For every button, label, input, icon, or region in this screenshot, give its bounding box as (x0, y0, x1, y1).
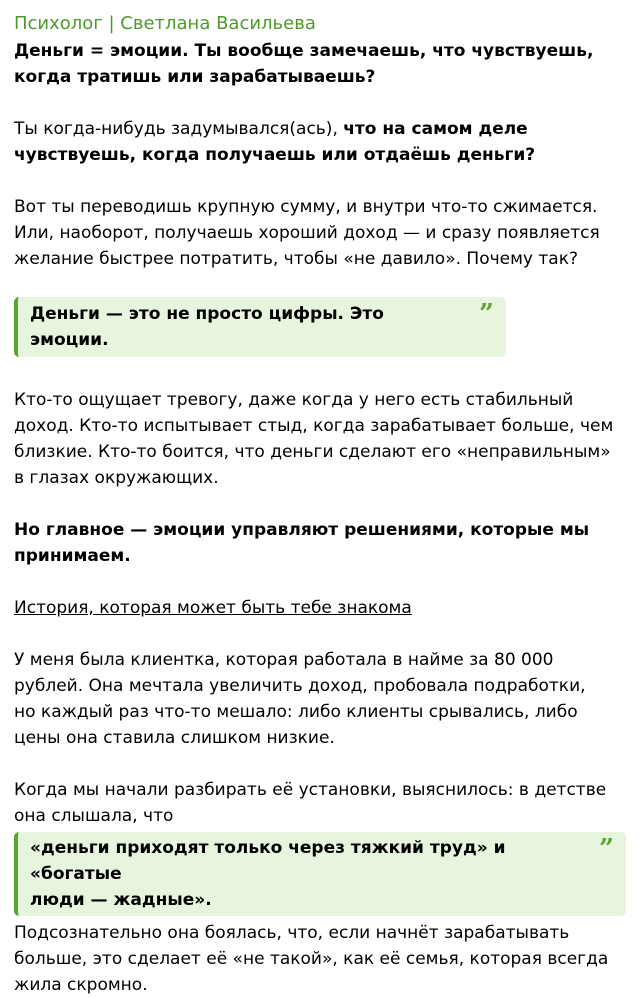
text-line: Ты когда-нибудь задумывался(ась), (14, 119, 344, 139)
blockquote (14, 297, 506, 357)
text-line: в глазах окружающих. (14, 468, 219, 488)
paragraph (14, 387, 628, 491)
text-line: Кто-то ощущает тревогу, даже когда у него есть стабильный (14, 390, 574, 410)
text-line: Подсознательно она боялась, что, если начнёт зарабатывать (14, 923, 570, 943)
text-line: Деньги = эмоции. Ты вообще замечаешь, что чувствуешь, (14, 41, 594, 61)
text-line: принимаем. (14, 546, 131, 566)
text-line: близкие. Кто-то боится, что деньги сделают его «неправильным» (14, 442, 611, 462)
text-line: когда тратишь или зарабатываешь? (14, 67, 376, 87)
text-line: Но главное — эмоции управляют решениями, которые мы (14, 520, 590, 540)
text-line: Вот ты переводишь крупную сумму, и внутри что-то сжимается. (14, 197, 598, 217)
text-line: она слышала, что (14, 806, 174, 826)
text-line: рублей. Она мечтала увеличить доход, пробовала подработки, (14, 676, 586, 696)
post-title (14, 38, 628, 90)
section-heading: История, которая может быть тебе знакома (14, 598, 412, 618)
text-line: жила скромно. (14, 975, 148, 995)
text-line: Или, наоборот, получаешь хороший доход — и сразу появляется (14, 223, 600, 243)
author-name-link[interactable]: Психолог | Светлана Васильева (14, 13, 316, 34)
quote-mark-icon: ” (599, 834, 614, 864)
bold-text: чувствуешь, когда получаешь или отдаёшь деньги? (14, 145, 536, 165)
bold-paragraph (14, 517, 628, 569)
text-line: но каждый раз что-то мешало: либо клиенты срывались, либо (14, 702, 578, 722)
text-line: доход. Кто-то испытывает стыд, когда зарабатывает больше, чем (14, 416, 614, 436)
text-line: У меня была клиентка, которая работала в найме за 80 000 (14, 650, 554, 670)
text-line: Когда мы начали разбирать её установки, выяснилось: в детстве (14, 780, 607, 800)
paragraph (14, 194, 628, 272)
paragraph (14, 647, 628, 751)
quote-text: люди — жадные». (30, 890, 212, 910)
blockquote (14, 832, 626, 916)
text-line: желание быстрее потратить, чтобы «не давило». Почему так? (14, 249, 578, 269)
bold-text: что на самом деле (343, 119, 528, 139)
text-line: больше, это сделает её «не такой», как её семья, которая всегда (14, 949, 609, 969)
quote-text: «деньги приходят только через тяжкий труд» и «богатые (30, 838, 506, 884)
quote-mark-icon: ” (479, 299, 494, 329)
text-line: цены она ставила слишком низкие. (14, 728, 335, 748)
intro-paragraph (14, 116, 628, 168)
paragraph (14, 777, 628, 829)
paragraph (14, 920, 628, 998)
quote-text: Деньги — это не просто цифры. Это эмоции. (30, 304, 384, 350)
